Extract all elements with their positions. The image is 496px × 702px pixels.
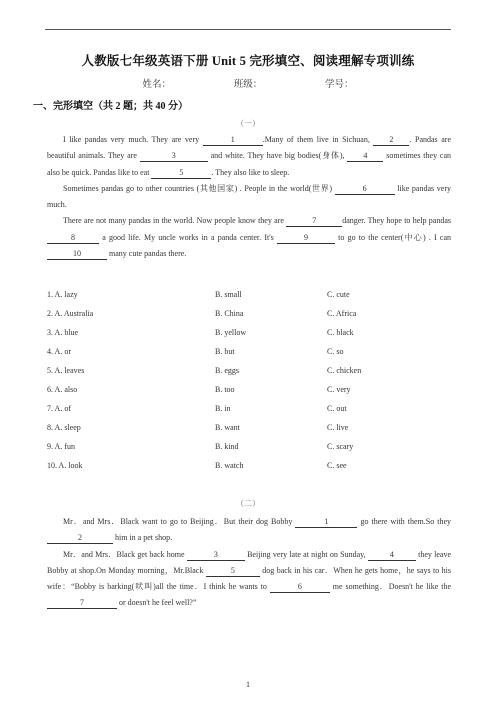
option-row: [47, 309, 451, 328]
option-a[interactable]: 3. A. blue: [47, 328, 79, 337]
option-c[interactable]: C. very: [327, 385, 351, 394]
blank-1[interactable]: 1: [203, 134, 263, 146]
option-b[interactable]: B. but: [215, 347, 235, 356]
blank-2[interactable]: 2: [47, 532, 113, 544]
blank-7[interactable]: 7: [286, 215, 342, 227]
option-a[interactable]: 7. A. of: [47, 404, 71, 413]
option-row: [47, 328, 451, 347]
blank-3[interactable]: 3: [140, 150, 208, 162]
option-a[interactable]: 9. A. fun: [47, 442, 75, 451]
blank-8[interactable]: 8: [47, 232, 99, 244]
number-label: 学号：: [325, 80, 354, 90]
blank-2[interactable]: 2: [373, 134, 409, 146]
option-row: [47, 385, 451, 404]
passage-2-paragraph-1: Mr．and Mrs．Black want to go to Beijing．But their dog Bobby 1 go there with them.So they 2 him in a pet shop．: [47, 514, 451, 547]
option-c[interactable]: C. Africa: [327, 309, 357, 318]
blank-4[interactable]: 4: [368, 549, 416, 561]
passage-1: [47, 132, 451, 262]
blank-9[interactable]: 9: [277, 232, 335, 244]
passage-2-marker: （二）: [236, 499, 260, 508]
blank-6[interactable]: 6: [335, 183, 395, 195]
passage-2-paragraph-2: Mr．and Mrs．Black get back home 3 Beijing very late at night on Sunday, 4 they leave Bobby at shop.On Monday morning，Mr.Black 5 dog back in his car．When he gets home，he says to his wife：“Bobby is barking(吠叫)all the time．I think he wants to 6 me something．Doesn't he like the 7 or doesn't he feel well?”: [47, 549, 452, 608]
option-row: [47, 290, 451, 309]
option-row: [47, 461, 451, 480]
worksheet-title: 人教版七年级英语下册 Unit 5 完形填空、阅读理解专项训练: [81, 54, 415, 68]
option-c[interactable]: C. scary: [327, 442, 354, 451]
blank-1[interactable]: 1: [295, 516, 357, 528]
passage-2: [47, 514, 451, 612]
option-c[interactable]: C. cute: [327, 290, 350, 299]
option-c[interactable]: C. see: [327, 461, 347, 470]
blank-4[interactable]: 4: [347, 150, 383, 162]
blank-5[interactable]: 5: [206, 565, 260, 577]
section-heading: 一、完形填空（共 2 题；共 40 分）: [33, 101, 188, 112]
option-row: [47, 366, 451, 385]
passage-1-marker: （一）: [236, 119, 260, 128]
page-number: 1: [246, 680, 250, 689]
option-a[interactable]: 5. A. leaves: [47, 366, 85, 375]
option-c[interactable]: C. live: [327, 423, 349, 432]
option-a[interactable]: 2. A. Australia: [47, 309, 94, 318]
option-c[interactable]: C. chicken: [327, 366, 362, 375]
header-rule: [45, 29, 451, 30]
option-b[interactable]: B. small: [215, 290, 242, 299]
option-b[interactable]: B. kind: [215, 442, 239, 451]
option-b[interactable]: B. China: [215, 309, 244, 318]
option-b[interactable]: B. too: [215, 385, 235, 394]
options-list: [47, 290, 451, 480]
option-b[interactable]: B. yellow: [215, 328, 247, 337]
option-b[interactable]: B. in: [215, 404, 231, 413]
blank-3[interactable]: 3: [187, 549, 245, 561]
passage-1-paragraph-3: There are not many pandas in the world. Now people know they are 7 danger. They hope to help pandas 8 a good life. My uncle works in a panda center. It's 9 to go to the center(中心) . I can 10 many cute pandas there.: [47, 213, 451, 262]
option-c[interactable]: C. so: [327, 347, 344, 356]
option-row: [47, 347, 451, 366]
option-row: [47, 404, 451, 423]
option-a[interactable]: 8. A. sleep: [47, 423, 81, 432]
option-b[interactable]: B. eggs: [215, 366, 239, 375]
option-a[interactable]: 4. A. or: [47, 347, 71, 356]
option-row: [47, 442, 451, 461]
option-row: [47, 423, 451, 442]
blank-10[interactable]: 10: [47, 248, 107, 260]
name-label: 姓名：: [142, 80, 171, 90]
option-a[interactable]: 1. A. lazy: [47, 290, 78, 299]
option-b[interactable]: B. watch: [215, 461, 244, 470]
option-c[interactable]: C. black: [327, 328, 354, 337]
class-label: 班级：: [233, 80, 263, 90]
option-b[interactable]: B. want: [215, 423, 240, 432]
passage-1-paragraph-2: Sometimes pandas go to other countries (其他国家) . People in the world(世界) 6 like pandas very much.: [47, 183, 452, 210]
blank-5[interactable]: 5: [151, 167, 211, 179]
option-c[interactable]: C. out: [327, 404, 347, 413]
option-a[interactable]: 10. A. look: [47, 461, 83, 470]
blank-7[interactable]: 7: [47, 597, 117, 609]
student-info-row: [0, 76, 496, 90]
option-a[interactable]: 6. A. also: [47, 385, 78, 394]
passage-1-paragraph-1: I like pandas very much. They are very 1 .Many of them live in Sichuan, 2 . Pandas are beautiful animals. They are 3 and white. They have big bodies(身体), 4 sometimes they can also be quick. Pandas like to eat 5 . They also like to sleep.: [47, 135, 452, 177]
blank-6[interactable]: 6: [270, 581, 330, 593]
